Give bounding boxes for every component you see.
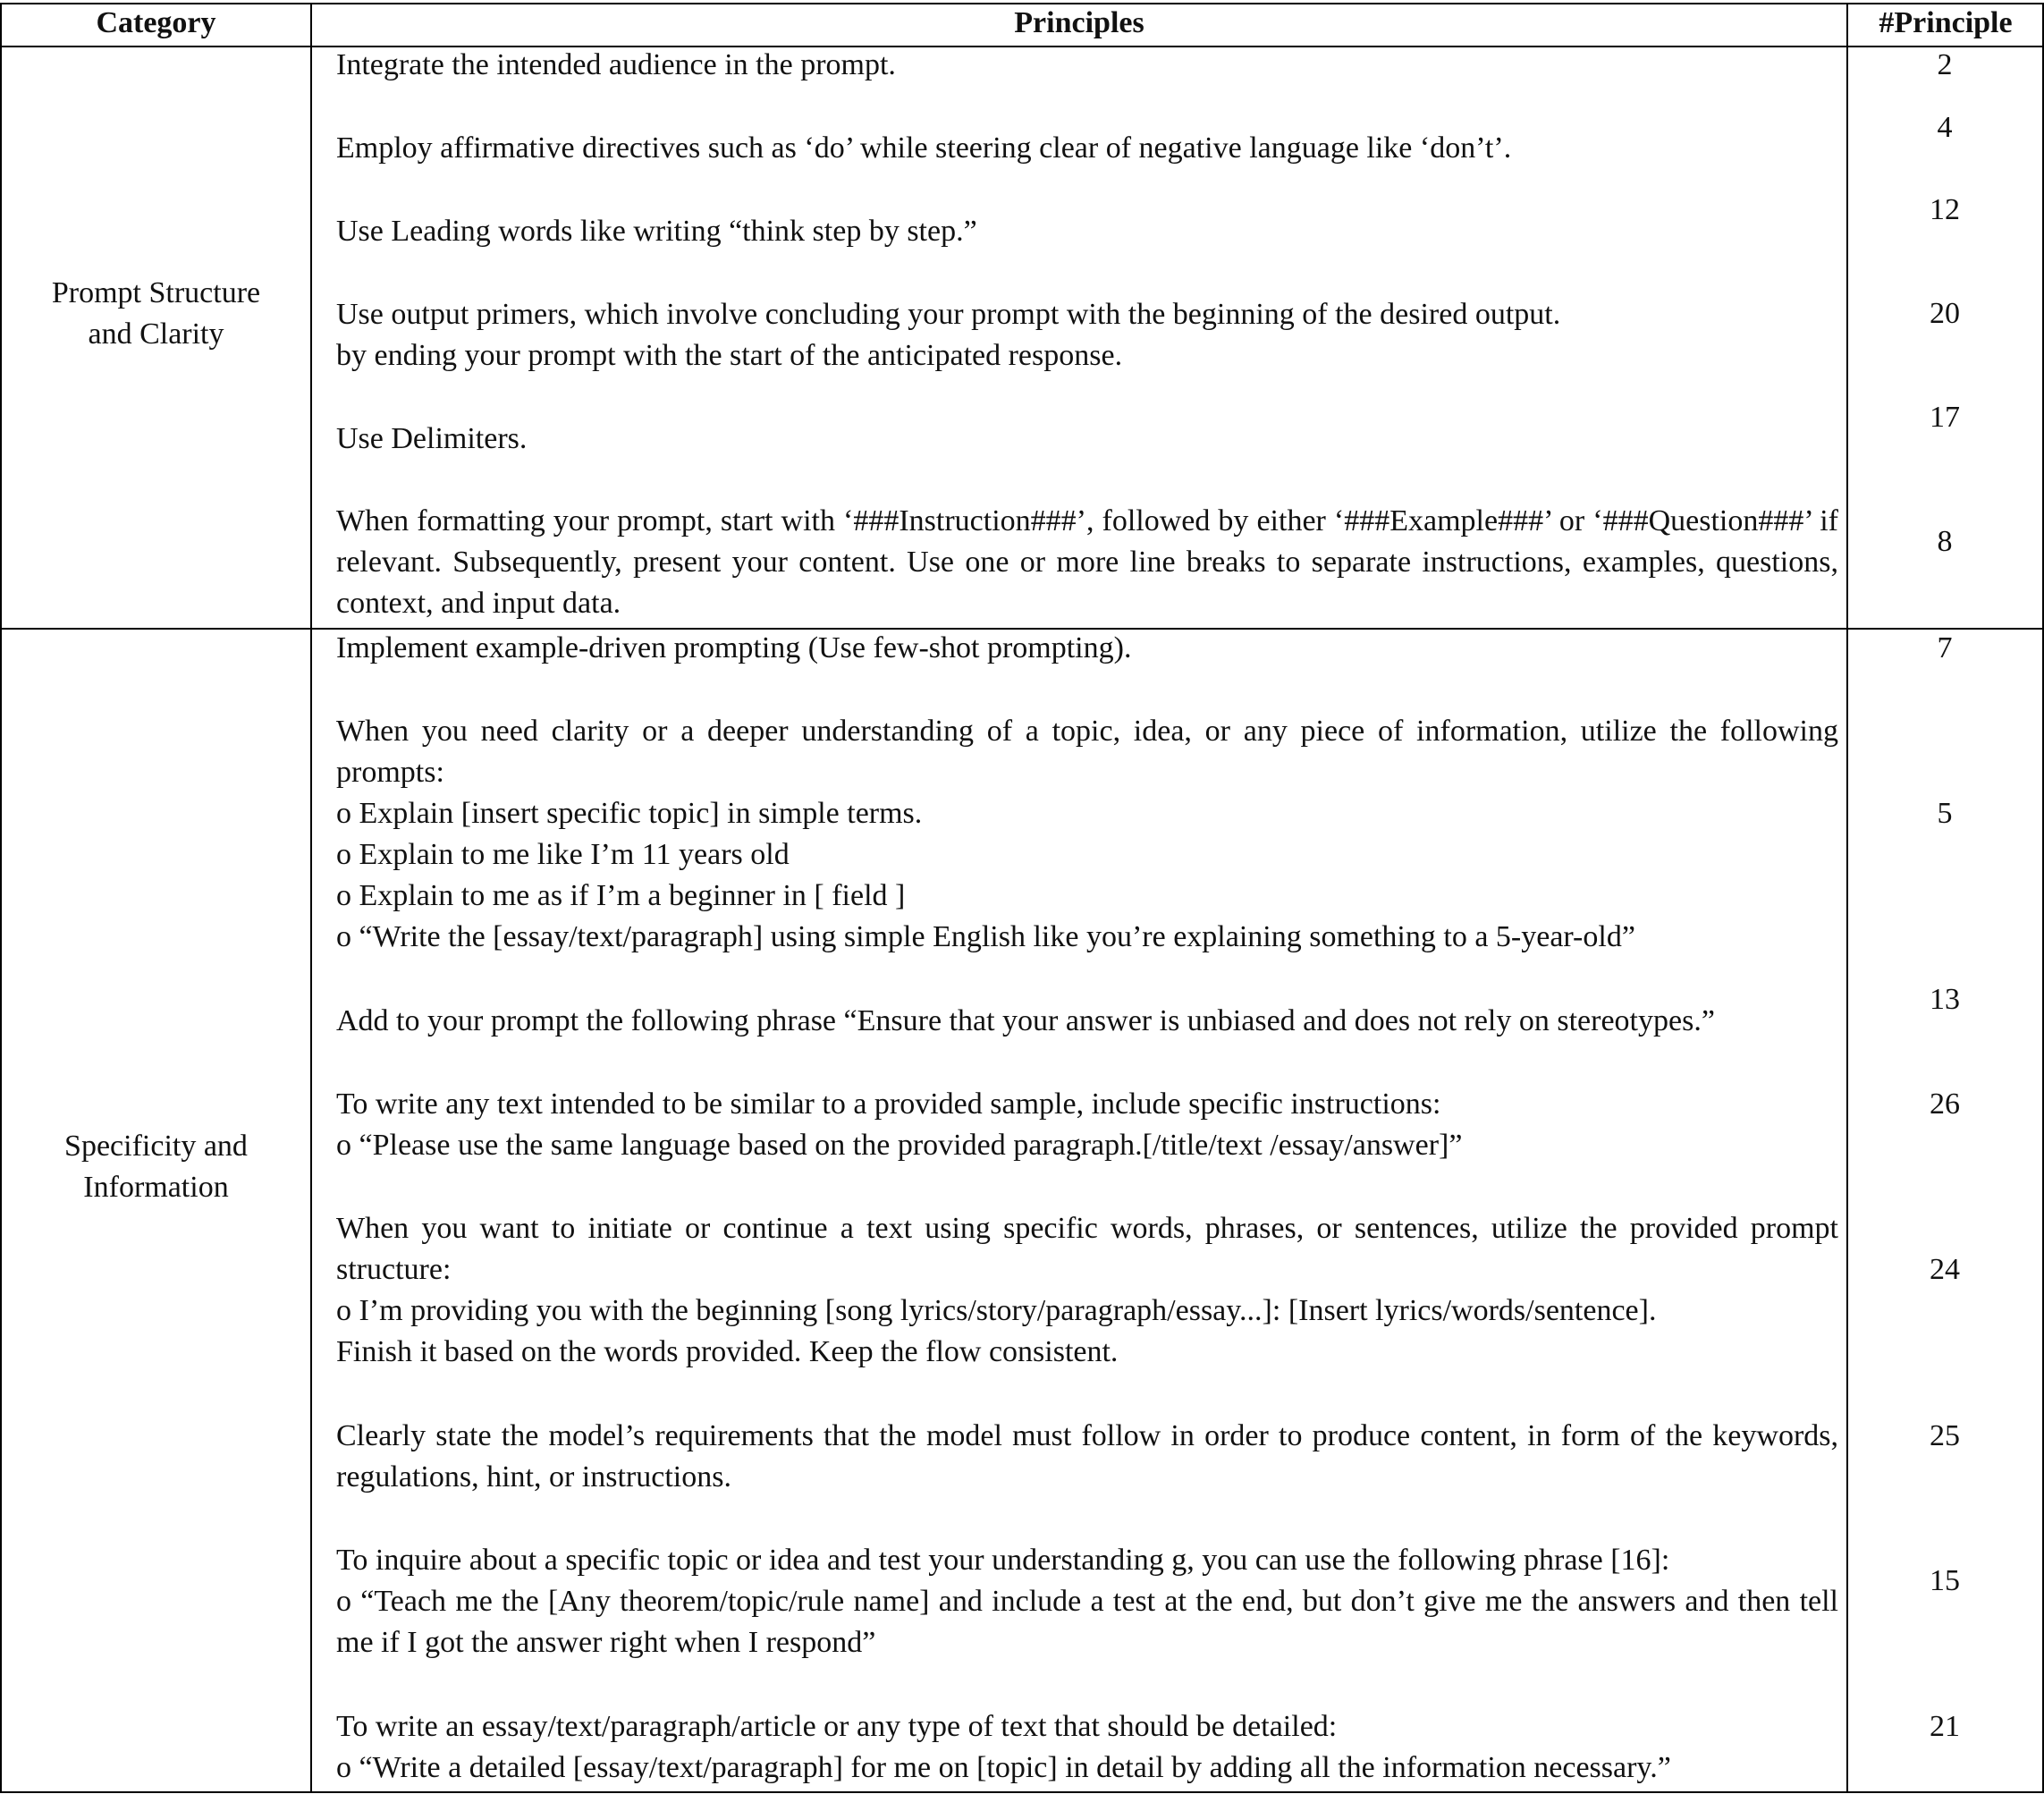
- principle-number: 26: [1930, 1087, 1960, 1121]
- header-category: Category: [96, 6, 216, 39]
- principle-text: Implement example-driven prompting (Use few-shot prompting).: [336, 631, 1132, 664]
- header-principles: Principles: [1014, 6, 1144, 39]
- principle-text: Employ affirmative directives such as ‘do’ while steering clear of negative language like ‘don’t’.: [336, 131, 1512, 165]
- principle-number: 13: [1930, 983, 1960, 1016]
- category-specificity: Specificity and Information: [64, 1130, 248, 1204]
- principle-number: 25: [1930, 1419, 1960, 1452]
- principle-number: 17: [1930, 401, 1960, 434]
- category-prompt-structure: Prompt Structure and Clarity: [51, 276, 261, 351]
- principle-text: Use Delimiters.: [336, 422, 528, 455]
- principle-number: 12: [1930, 193, 1960, 226]
- principle-number: 20: [1930, 297, 1960, 330]
- principle-number: 8: [1937, 525, 1953, 558]
- principle-number: 4: [1937, 111, 1953, 144]
- principle-number: 15: [1930, 1564, 1960, 1597]
- principle-text: To write an essay/text/paragraph/article or any type of text that should be detailed: o “Write a detailed [essay/text/paragraph] for me on [topic] in detail by adding all the information necessary.”: [336, 1710, 1671, 1784]
- principle-number: 5: [1937, 797, 1953, 830]
- principle-number: 24: [1930, 1253, 1960, 1286]
- principle-number: 2: [1937, 48, 1953, 81]
- principle-text: Add to your prompt the following phrase “Ensure that your answer is unbiased and does not rely on stereotypes.”: [336, 1004, 1715, 1037]
- header-principle-number: #Principle: [1879, 6, 2013, 39]
- principle-text: Use output primers, which involve concluding your prompt with the beginning of the desired output. by ending your prompt with the start of the anticipated response.: [336, 298, 1561, 372]
- principle-text: When formatting your prompt, start with ‘###Instruction###’, followed by either ‘###Example###’ or ‘###Question###’ if relevant. Subsequently, present your content. Use one or more line breaks to separate instructions, examples, questions, context, and input data.: [336, 504, 1838, 620]
- principle-text: To inquire about a specific topic or idea and test your understanding g, you can use the following phrase [16]: o “Teach me the [Any theorem/topic/rule name] and include a test at the end, but don’t give me the answers and then tell me if I got the answer right when I respond”: [336, 1544, 1838, 1659]
- principle-text: When you want to initiate or continue a text using specific words, phrases, or sentences, utilize the provided prompt structure: o I’m providing you with the beginning [song lyrics/story/paragraph/essay...]: [Insert lyrics/words/sentence]. Finish it based on the words provided. Keep the flow consistent.: [336, 1212, 1838, 1368]
- principle-text: Integrate the intended audience in the prompt.: [336, 48, 896, 81]
- principle-number: 7: [1937, 631, 1953, 664]
- principle-text: Clearly state the model’s requirements that the model must follow in order to produce content, in form of the keywords, regulations, hint, or instructions.: [336, 1419, 1838, 1494]
- principle-text: To write any text intended to be similar to a provided sample, include specific instructions: o “Please use the same language based on the provided paragraph.[/title/text /essay/answer]”: [336, 1087, 1463, 1162]
- principle-text: Use Leading words like writing “think step by step.”: [336, 215, 977, 248]
- principle-text: When you need clarity or a deeper understanding of a topic, idea, or any piece of information, utilize the following prompts: o Explain [insert specific topic] in simple terms. o Explain to me like I’m 11 years old o Explain to me as if I’m a beginner in [ field ] o “Write the [essay/text/paragraph] using simple English like you’re explaining something to a 5-year-old”: [336, 715, 1838, 953]
- principle-number: 21: [1930, 1710, 1960, 1743]
